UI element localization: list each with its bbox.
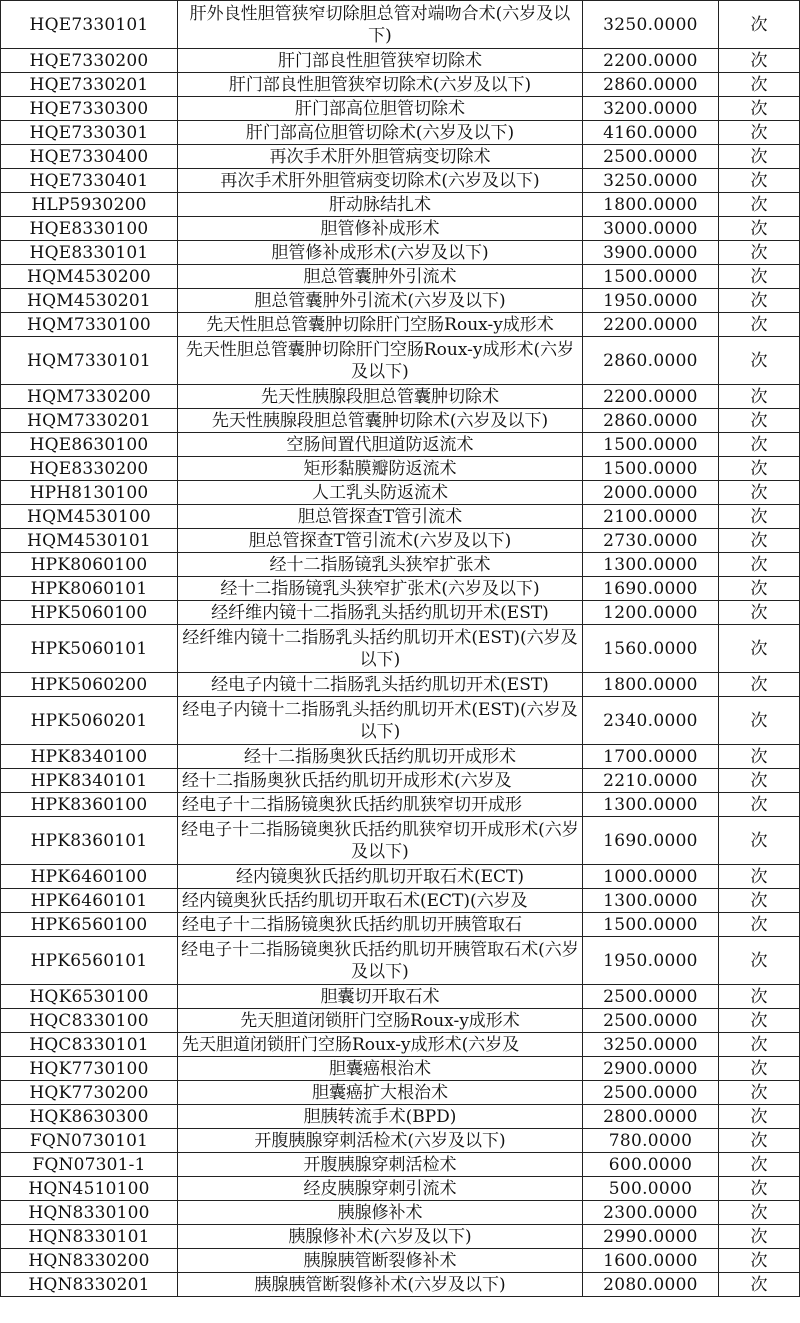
price-cell: 1300.0000 xyxy=(583,553,719,577)
unit-cell: 次 xyxy=(719,985,800,1009)
procedure-code-cell: HQN8330100 xyxy=(1,1201,178,1225)
table-row xyxy=(1,1129,800,1153)
procedure-code-cell: HQM7330200 xyxy=(1,385,178,409)
procedure-name-cell: 先天性胆总管囊肿切除肝门空肠Roux-y成形术 xyxy=(178,313,583,337)
table-row xyxy=(1,241,800,265)
procedure-code-cell: HQE7330200 xyxy=(1,49,178,73)
procedure-name-cell: 胆胰转流手术(BPD) xyxy=(178,1105,583,1129)
procedure-name-cell: 经纤维内镜十二指肠乳头括约肌切开术(EST)(六岁及以下) xyxy=(178,625,583,673)
procedure-code-cell: HQK7730200 xyxy=(1,1081,178,1105)
table-row xyxy=(1,1,800,49)
procedure-code-cell: HQE7330300 xyxy=(1,97,178,121)
table-row xyxy=(1,1009,800,1033)
price-cell: 4160.0000 xyxy=(583,121,719,145)
unit-cell: 次 xyxy=(719,1009,800,1033)
unit-cell: 次 xyxy=(719,529,800,553)
price-cell: 1200.0000 xyxy=(583,601,719,625)
price-cell: 600.0000 xyxy=(583,1153,719,1177)
table-row xyxy=(1,1201,800,1225)
price-cell: 1800.0000 xyxy=(583,673,719,697)
unit-cell: 次 xyxy=(719,1129,800,1153)
table-row xyxy=(1,697,800,745)
unit-cell: 次 xyxy=(719,865,800,889)
unit-cell: 次 xyxy=(719,1081,800,1105)
table-row xyxy=(1,481,800,505)
procedure-code-cell: HPK6460100 xyxy=(1,865,178,889)
procedure-code-cell: HQN8330101 xyxy=(1,1225,178,1249)
price-cell: 1690.0000 xyxy=(583,577,719,601)
table-row xyxy=(1,913,800,937)
procedure-code-cell: HQE7330401 xyxy=(1,169,178,193)
unit-cell: 次 xyxy=(719,217,800,241)
price-cell: 2900.0000 xyxy=(583,1057,719,1081)
procedure-name-cell: 经十二指肠奥狄氏括约肌切开成形术(六岁及 xyxy=(178,769,583,793)
unit-cell: 次 xyxy=(719,337,800,385)
procedure-code-cell: HQN4510100 xyxy=(1,1177,178,1201)
procedure-code-cell: HQK8630300 xyxy=(1,1105,178,1129)
price-cell: 2340.0000 xyxy=(583,697,719,745)
price-cell: 2500.0000 xyxy=(583,145,719,169)
unit-cell: 次 xyxy=(719,169,800,193)
unit-cell: 次 xyxy=(719,457,800,481)
procedure-name-cell: 经十二指肠镜乳头狭窄扩张术(六岁及以下) xyxy=(178,577,583,601)
procedure-code-cell: HPK5060200 xyxy=(1,673,178,697)
procedure-name-cell: 肝门部良性胆管狭窄切除术 xyxy=(178,49,583,73)
procedure-code-cell: HQM4530101 xyxy=(1,529,178,553)
table-row xyxy=(1,1033,800,1057)
unit-cell: 次 xyxy=(719,1177,800,1201)
procedure-name-cell: 再次手术肝外胆管病变切除术 xyxy=(178,145,583,169)
price-cell: 2860.0000 xyxy=(583,73,719,97)
procedure-name-cell: 先天胆道闭锁肝门空肠Roux-y成形术 xyxy=(178,1009,583,1033)
table-row xyxy=(1,529,800,553)
price-cell: 3250.0000 xyxy=(583,169,719,193)
table-row xyxy=(1,1225,800,1249)
unit-cell: 次 xyxy=(719,145,800,169)
procedure-name-cell: 胰腺修补术 xyxy=(178,1201,583,1225)
procedure-code-cell: HPK8340100 xyxy=(1,745,178,769)
table-row xyxy=(1,385,800,409)
table-row xyxy=(1,985,800,1009)
unit-cell: 次 xyxy=(719,697,800,745)
unit-cell: 次 xyxy=(719,73,800,97)
procedure-code-cell: HQM4530200 xyxy=(1,265,178,289)
table-row xyxy=(1,193,800,217)
price-cell: 3250.0000 xyxy=(583,1033,719,1057)
price-cell: 1500.0000 xyxy=(583,913,719,937)
unit-cell: 次 xyxy=(719,409,800,433)
procedure-code-cell: HPK8360100 xyxy=(1,793,178,817)
procedure-name-cell: 经电子十二指肠镜奥狄氏括约肌狭窄切开成形 xyxy=(178,793,583,817)
unit-cell: 次 xyxy=(719,505,800,529)
table-row xyxy=(1,97,800,121)
procedure-code-cell: HQE8630100 xyxy=(1,433,178,457)
price-cell: 1700.0000 xyxy=(583,745,719,769)
procedure-name-cell: 经十二指肠镜乳头狭窄扩张术 xyxy=(178,553,583,577)
price-cell: 2860.0000 xyxy=(583,337,719,385)
procedure-code-cell: HPK8060100 xyxy=(1,553,178,577)
price-cell: 3250.0000 xyxy=(583,1,719,49)
table-row xyxy=(1,769,800,793)
procedure-name-cell: 胆管修补成形术(六岁及以下) xyxy=(178,241,583,265)
price-cell: 2200.0000 xyxy=(583,385,719,409)
unit-cell: 次 xyxy=(719,241,800,265)
table-row xyxy=(1,1177,800,1201)
table-row xyxy=(1,265,800,289)
price-cell: 1560.0000 xyxy=(583,625,719,673)
procedure-code-cell: HPK5060201 xyxy=(1,697,178,745)
procedure-name-cell: 经内镜奥狄氏括约肌切开取石术(ECT) xyxy=(178,865,583,889)
procedure-name-cell: 开腹胰腺穿刺活检术 xyxy=(178,1153,583,1177)
price-cell: 1500.0000 xyxy=(583,433,719,457)
procedure-name-cell: 肝门部高位胆管切除术 xyxy=(178,97,583,121)
unit-cell: 次 xyxy=(719,625,800,673)
table-row xyxy=(1,337,800,385)
table-row xyxy=(1,289,800,313)
procedure-name-cell: 胆囊癌扩大根治术 xyxy=(178,1081,583,1105)
unit-cell: 次 xyxy=(719,577,800,601)
table-row xyxy=(1,121,800,145)
price-cell: 2500.0000 xyxy=(583,1009,719,1033)
unit-cell: 次 xyxy=(719,313,800,337)
procedure-name-cell: 经电子十二指肠镜奥狄氏括约肌切开胰管取石术(六岁及以下) xyxy=(178,937,583,985)
procedure-code-cell: HQM4530100 xyxy=(1,505,178,529)
procedure-code-cell: HQK6530100 xyxy=(1,985,178,1009)
procedure-code-cell: HPK5060100 xyxy=(1,601,178,625)
unit-cell: 次 xyxy=(719,817,800,865)
procedure-name-cell: 先天性胰腺段胆总管囊肿切除术(六岁及以下) xyxy=(178,409,583,433)
procedure-code-cell: HQK7730100 xyxy=(1,1057,178,1081)
procedure-code-cell: HQC8330100 xyxy=(1,1009,178,1033)
procedure-name-cell: 先天性胆总管囊肿切除肝门空肠Roux-y成形术(六岁及以下) xyxy=(178,337,583,385)
procedure-name-cell: 胆囊切开取石术 xyxy=(178,985,583,1009)
price-cell: 3900.0000 xyxy=(583,241,719,265)
price-cell: 3200.0000 xyxy=(583,97,719,121)
unit-cell: 次 xyxy=(719,673,800,697)
procedure-code-cell: HPK6460101 xyxy=(1,889,178,913)
unit-cell: 次 xyxy=(719,385,800,409)
procedure-code-cell: HPK6560101 xyxy=(1,937,178,985)
procedure-name-cell: 肝门部良性胆管狭窄切除术(六岁及以下) xyxy=(178,73,583,97)
procedure-name-cell: 胰腺胰管断裂修补术(六岁及以下) xyxy=(178,1273,583,1297)
table-row xyxy=(1,1057,800,1081)
table-row xyxy=(1,865,800,889)
unit-cell: 次 xyxy=(719,937,800,985)
table-row xyxy=(1,673,800,697)
procedure-code-cell: HLP5930200 xyxy=(1,193,178,217)
unit-cell: 次 xyxy=(719,193,800,217)
procedure-code-cell: FQN07301-1 xyxy=(1,1153,178,1177)
procedure-name-cell: 经十二指肠奥狄氏括约肌切开成形术 xyxy=(178,745,583,769)
unit-cell: 次 xyxy=(719,49,800,73)
table-row xyxy=(1,601,800,625)
procedure-name-cell: 胆囊癌根治术 xyxy=(178,1057,583,1081)
table-row xyxy=(1,793,800,817)
procedure-name-cell: 肝门部高位胆管切除术(六岁及以下) xyxy=(178,121,583,145)
table-row xyxy=(1,745,800,769)
unit-cell: 次 xyxy=(719,745,800,769)
procedure-code-cell: HQM7330100 xyxy=(1,313,178,337)
price-cell: 1690.0000 xyxy=(583,817,719,865)
table-row xyxy=(1,1273,800,1297)
price-cell: 1500.0000 xyxy=(583,265,719,289)
price-cell: 2210.0000 xyxy=(583,769,719,793)
procedure-code-cell: FQN0730101 xyxy=(1,1129,178,1153)
price-cell: 2860.0000 xyxy=(583,409,719,433)
procedure-code-cell: HQE8330200 xyxy=(1,457,178,481)
unit-cell: 次 xyxy=(719,1225,800,1249)
table-row xyxy=(1,1081,800,1105)
unit-cell: 次 xyxy=(719,433,800,457)
price-cell: 780.0000 xyxy=(583,1129,719,1153)
procedure-name-cell: 胆总管探查T管引流术 xyxy=(178,505,583,529)
procedure-name-cell: 胆总管探查T管引流术(六岁及以下) xyxy=(178,529,583,553)
table-row xyxy=(1,73,800,97)
procedure-name-cell: 矩形黏膜瓣防返流术 xyxy=(178,457,583,481)
price-cell: 1300.0000 xyxy=(583,793,719,817)
procedure-name-cell: 再次手术肝外胆管病变切除术(六岁及以下) xyxy=(178,169,583,193)
procedure-code-cell: HQE8330100 xyxy=(1,217,178,241)
price-cell: 1800.0000 xyxy=(583,193,719,217)
table-row xyxy=(1,577,800,601)
price-cell: 500.0000 xyxy=(583,1177,719,1201)
price-cell: 2000.0000 xyxy=(583,481,719,505)
procedure-name-cell: 先天性胰腺段胆总管囊肿切除术 xyxy=(178,385,583,409)
procedure-name-cell: 胆管修补成形术 xyxy=(178,217,583,241)
table-row xyxy=(1,49,800,73)
unit-cell: 次 xyxy=(719,97,800,121)
procedure-code-cell: HQM7330101 xyxy=(1,337,178,385)
unit-cell: 次 xyxy=(719,1,800,49)
table-row xyxy=(1,169,800,193)
procedure-code-cell: HPK5060101 xyxy=(1,625,178,673)
unit-cell: 次 xyxy=(719,1057,800,1081)
procedure-code-cell: HQE7330201 xyxy=(1,73,178,97)
price-cell: 2300.0000 xyxy=(583,1201,719,1225)
price-cell: 2990.0000 xyxy=(583,1225,719,1249)
table-row xyxy=(1,505,800,529)
unit-cell: 次 xyxy=(719,1273,800,1297)
procedure-code-cell: HQM7330201 xyxy=(1,409,178,433)
unit-cell: 次 xyxy=(719,1201,800,1225)
price-cell: 3000.0000 xyxy=(583,217,719,241)
price-cell: 1000.0000 xyxy=(583,865,719,889)
procedure-name-cell: 经内镜奥狄氏括约肌切开取石术(ECT)(六岁及 xyxy=(178,889,583,913)
table-row xyxy=(1,1249,800,1273)
unit-cell: 次 xyxy=(719,1033,800,1057)
procedure-code-cell: HPK8340101 xyxy=(1,769,178,793)
procedure-name-cell: 经电子内镜十二指肠乳头括约肌切开术(EST)(六岁及以下) xyxy=(178,697,583,745)
procedure-code-cell: HQM4530201 xyxy=(1,289,178,313)
procedure-name-cell: 肝动脉结扎术 xyxy=(178,193,583,217)
price-cell: 2500.0000 xyxy=(583,985,719,1009)
unit-cell: 次 xyxy=(719,289,800,313)
price-cell: 1300.0000 xyxy=(583,889,719,913)
price-cell: 2200.0000 xyxy=(583,313,719,337)
table-row xyxy=(1,409,800,433)
procedure-name-cell: 开腹胰腺穿刺活检术(六岁及以下) xyxy=(178,1129,583,1153)
table-row xyxy=(1,889,800,913)
procedure-code-cell: HPK8360101 xyxy=(1,817,178,865)
procedure-name-cell: 胆总管囊肿外引流术(六岁及以下) xyxy=(178,289,583,313)
procedure-name-cell: 胰腺修补术(六岁及以下) xyxy=(178,1225,583,1249)
procedure-name-cell: 人工乳头防返流术 xyxy=(178,481,583,505)
table-row xyxy=(1,817,800,865)
table-row xyxy=(1,937,800,985)
unit-cell: 次 xyxy=(719,913,800,937)
price-cell: 1950.0000 xyxy=(583,289,719,313)
table-row xyxy=(1,625,800,673)
unit-cell: 次 xyxy=(719,121,800,145)
procedure-code-cell: HQE7330400 xyxy=(1,145,178,169)
unit-cell: 次 xyxy=(719,1153,800,1177)
procedure-name-cell: 先天胆道闭锁肝门空肠Roux-y成形术(六岁及 xyxy=(178,1033,583,1057)
procedure-name-cell: 空肠间置代胆道防返流术 xyxy=(178,433,583,457)
procedure-name-cell: 经电子内镜十二指肠乳头括约肌切开术(EST) xyxy=(178,673,583,697)
procedure-code-cell: HPK8060101 xyxy=(1,577,178,601)
procedure-name-cell: 经电子十二指肠镜奥狄氏括约肌切开胰管取石 xyxy=(178,913,583,937)
procedure-code-cell: HQN8330201 xyxy=(1,1273,178,1297)
unit-cell: 次 xyxy=(719,1249,800,1273)
table-row xyxy=(1,457,800,481)
procedure-name-cell: 经纤维内镜十二指肠乳头括约肌切开术(EST) xyxy=(178,601,583,625)
table-row xyxy=(1,145,800,169)
unit-cell: 次 xyxy=(719,553,800,577)
procedure-name-cell: 胰腺胰管断裂修补术 xyxy=(178,1249,583,1273)
procedure-name-cell: 胆总管囊肿外引流术 xyxy=(178,265,583,289)
unit-cell: 次 xyxy=(719,601,800,625)
table-row xyxy=(1,1105,800,1129)
price-cell: 1950.0000 xyxy=(583,937,719,985)
unit-cell: 次 xyxy=(719,481,800,505)
price-cell: 2080.0000 xyxy=(583,1273,719,1297)
table-row xyxy=(1,313,800,337)
procedure-code-cell: HPH8130100 xyxy=(1,481,178,505)
unit-cell: 次 xyxy=(719,769,800,793)
price-cell: 2800.0000 xyxy=(583,1105,719,1129)
procedure-code-cell: HQC8330101 xyxy=(1,1033,178,1057)
price-cell: 2730.0000 xyxy=(583,529,719,553)
table-row xyxy=(1,433,800,457)
procedure-code-cell: HPK6560100 xyxy=(1,913,178,937)
price-cell: 2100.0000 xyxy=(583,505,719,529)
price-cell: 1600.0000 xyxy=(583,1249,719,1273)
procedure-name-cell: 肝外良性胆管狭窄切除胆总管对端吻合术(六岁及以下) xyxy=(178,1,583,49)
procedure-code-cell: HQE7330301 xyxy=(1,121,178,145)
table-row xyxy=(1,553,800,577)
procedure-code-cell: HQE7330101 xyxy=(1,1,178,49)
procedure-code-cell: HQN8330200 xyxy=(1,1249,178,1273)
table-row xyxy=(1,217,800,241)
procedure-code-cell: HQE8330101 xyxy=(1,241,178,265)
table-body xyxy=(1,1,800,1297)
unit-cell: 次 xyxy=(719,265,800,289)
unit-cell: 次 xyxy=(719,1105,800,1129)
unit-cell: 次 xyxy=(719,793,800,817)
procedure-name-cell: 经皮胰腺穿刺引流术 xyxy=(178,1177,583,1201)
price-cell: 2500.0000 xyxy=(583,1081,719,1105)
price-cell: 2200.0000 xyxy=(583,49,719,73)
price-cell: 1500.0000 xyxy=(583,457,719,481)
procedure-name-cell: 经电子十二指肠镜奥狄氏括约肌狭窄切开成形术(六岁及以下) xyxy=(178,817,583,865)
unit-cell: 次 xyxy=(719,889,800,913)
table-row xyxy=(1,1153,800,1177)
